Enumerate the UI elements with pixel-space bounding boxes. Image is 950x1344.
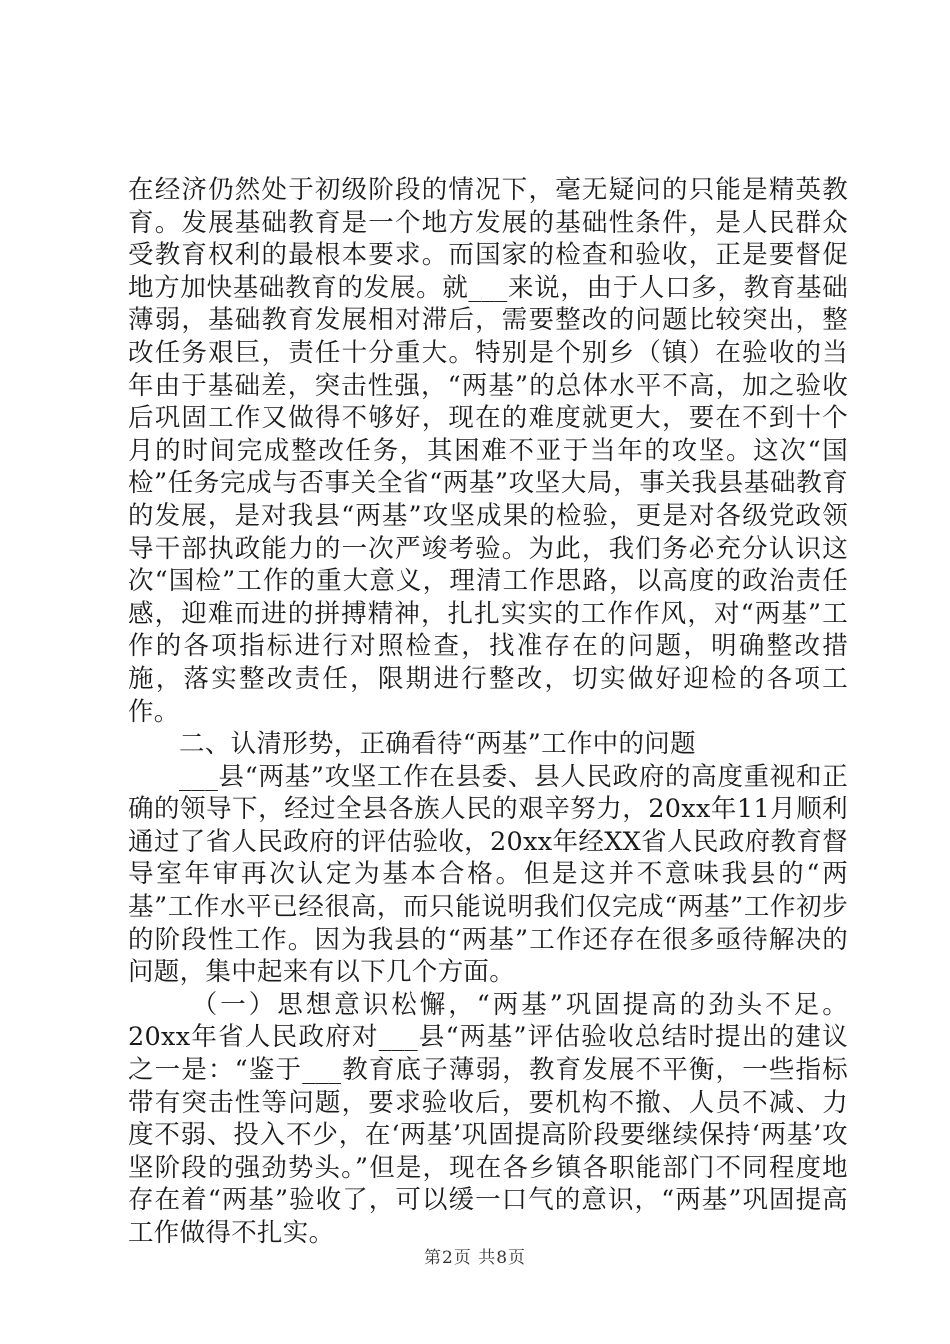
paragraph: ___县“两基”攻坚工作在县委、县人民政府的高度重视和正确的领导下，经过全县各族人民的艰辛努力，20xx年11月顺利通过了省人民政府的评估验收，20xx年经XX省人民政府教育督导室年审再次认定为基本合格。但是这并不意味我县的“两基”工作水平已经很高，而只能说明我们仅完成“两基”工作初步的阶段性工作。因为我县的“两基”工作还存在很多亟待解决的问题，集中起来有以下几个方面。	[128, 761, 848, 988]
paragraph-subsection: （一）思想意识松懈，“两基”巩固提高的劲头不足。20xx年省人民政府对___县“两基”评估验收总结时提出的建议之一是：“鉴于___教育底子薄弱，教育发展不平衡，一些指标带有突击性等问题，要求验收后，要机构不撤、人员不减、力度不弱、投入不少，在‘两基’巩固提高阶段要继续保持‘两基’攻坚阶段的强劲势头。”但是，现在各乡镇各职能部门不同程度地存在着“两基”验收了，可以缓一口气的意识，“两基”巩固提高工作做得不扎实。	[128, 989, 848, 1248]
paragraph-continuation: 在经济仍然处于初级阶段的情况下，毫无疑问的只能是精英教育。发展基础教育是一个地方发展的基础性条件，是人民群众受教育权利的最根本要求。而国家的检查和验收，正是要督促地方加快基础教育的发展。就___来说，由于人口多，教育基础薄弱，基础教育发展相对滞后，需要整改的问题比较突出，整改任务艰巨，责任十分重大。特别是个别乡（镇）在验收的当年由于基础差，突击性强，“两基”的总体水平不高，加之验收后巩固工作又做得不够好，现在的难度就更大，要在不到十个月的时间完成整改任务，其困难不亚于当年的攻坚。这次“国检”任务完成与否事关全省“两基”攻坚大局，事关我县基础教育的发展，是对我县“两基”攻坚成果的检验，更是对各级党政领导干部执政能力的一次严竣考验。为此，我们务必充分认识这次“国检”工作的重大意义，理清工作思路，以高度的政治责任感，迎难而进的拼搏精神，扎扎实实的工作作风，对“两基”工作的各项指标进行对照检查，找准存在的问题，明确整改措施，落实整改责任，限期进行整改，切实做好迎检的各项工作。	[128, 175, 848, 727]
section-heading: 二、认清形势，正确看待“两基”工作中的问题	[179, 729, 696, 760]
page-number-footer: 第2页 共8页	[423, 1248, 527, 1268]
document-body	[128, 174, 848, 1250]
